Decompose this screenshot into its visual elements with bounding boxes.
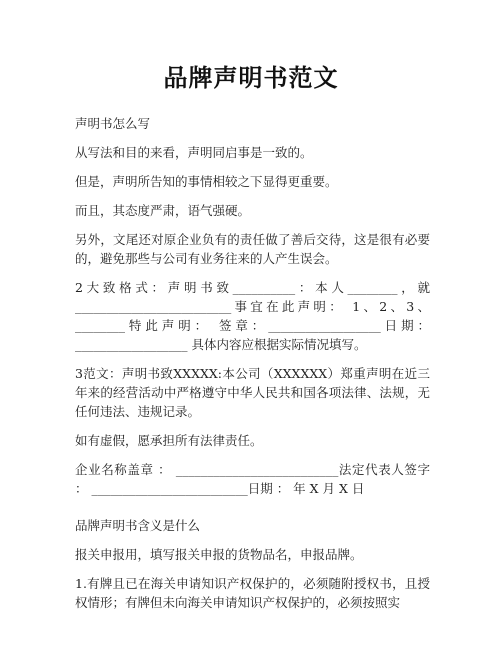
document-body xyxy=(75,114,430,622)
paragraph-customs-rule: 1.有牌且已在海关申请知识产权保护的，必须随附授权书，且授权情形；有牌但未向海关申请知识产权保护的，必须按照实 xyxy=(75,576,430,610)
paragraph-importance: 但是，声明所告知的事情相较之下显得更重要。 xyxy=(75,174,338,189)
paragraph-customs-usage: 报关申报用，填写报关申报的货物品名，申报品牌。 xyxy=(75,547,363,562)
paragraph-sample: 3范文：声明书致XXXXX:本公司（XXXXXX）郑重声明在近三年来的经营活动中严格遵守中华人民共和国各项法律、法规，无任何违法、违规记录。 xyxy=(75,366,430,419)
paragraph-purpose: 从写法和目的来看，声明同启事是一致的。 xyxy=(75,145,313,160)
paragraph-format: 2大致格式：声明书致__________：本人________，就_________________________事宜在此声明： 1、2、3、________特此声明： 签章：__________________日期：__________________ 具体内容应根据实际情况填写。 xyxy=(75,280,430,352)
paragraph-signature: 企业名称盖章 ： __________________________法定代表人签字 ： _________________________日期 ： 年 X 月 X 日 xyxy=(75,462,430,496)
paragraph-liability: 如有虚假，愿承担所有法律责任。 xyxy=(75,433,263,448)
document-title: 品牌声明书范文 xyxy=(163,63,339,92)
paragraph-ending-note: 另外，文尾还对原企业负有的责任做了善后交待，这是很有必要的，避免那些与公司有业务往来的人产生误会。 xyxy=(75,232,430,266)
paragraph-how-to-write: 声明书怎么写 xyxy=(75,116,151,131)
paragraph-tone: 而且，其态度严肃，语气强硬。 xyxy=(75,203,251,218)
paragraph-heading-meaning: 品牌声明书含义是什么 xyxy=(75,518,201,533)
